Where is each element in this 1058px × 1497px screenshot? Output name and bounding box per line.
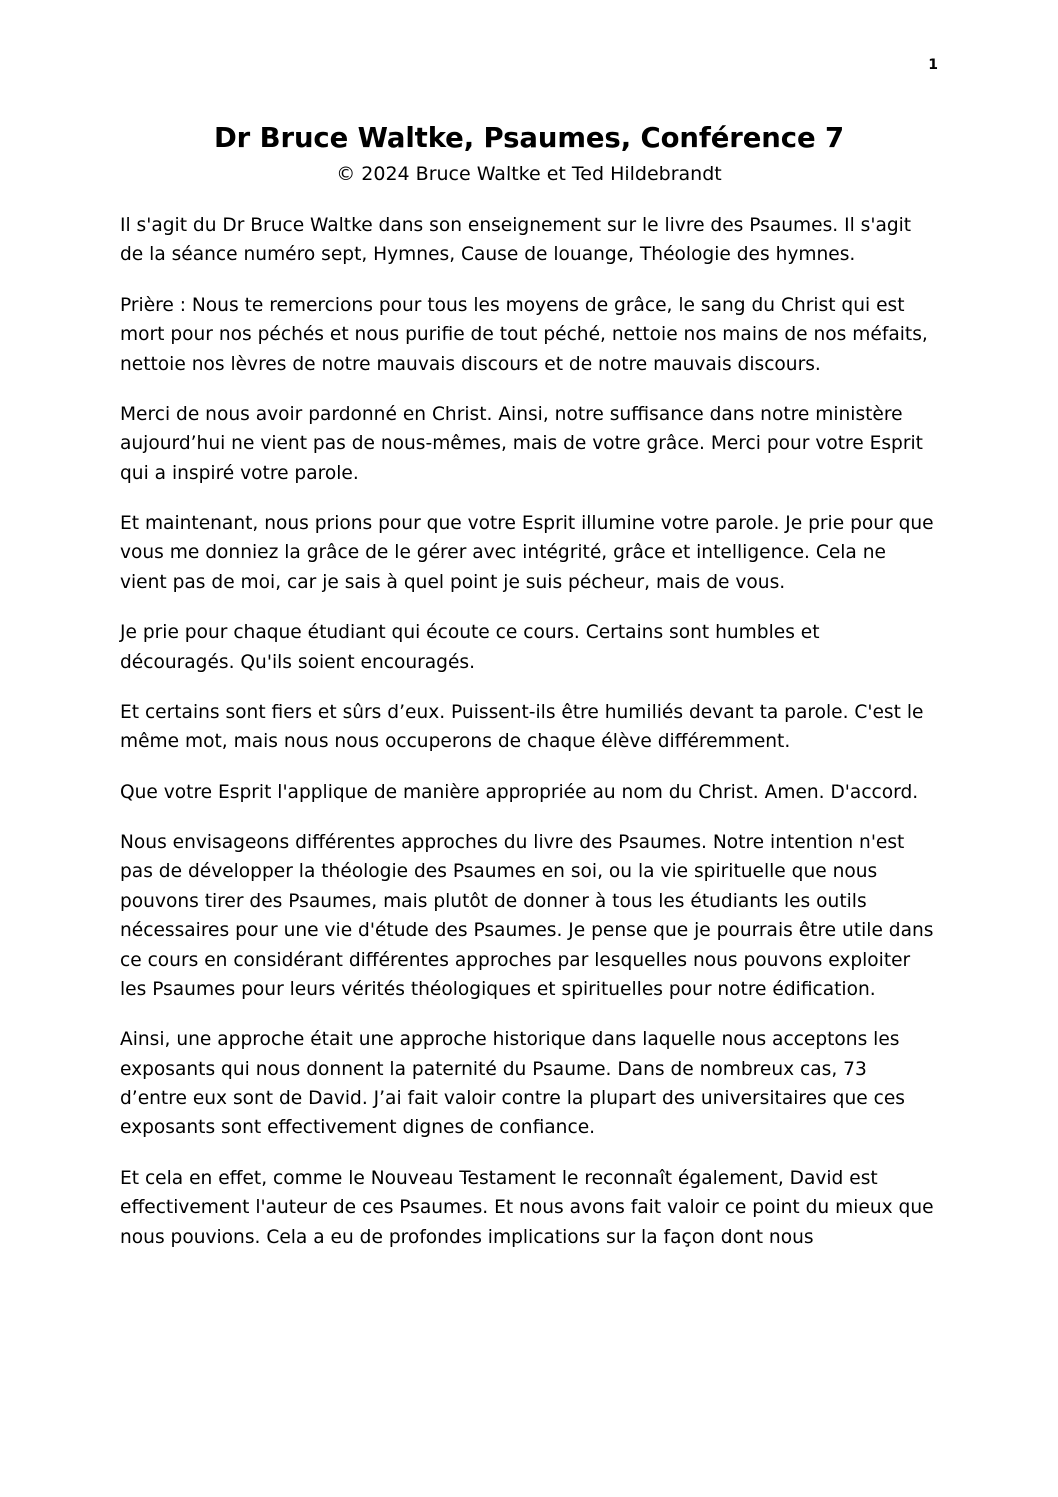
paragraph: Merci de nous avoir pardonné en Christ. Ainsi, notre suffisance dans notre ministère aujourd’hui ne vient pas de nous-mêmes, mais de votre grâce. Merci pour votre Esprit qui a inspiré votre parole. (120, 403, 923, 484)
body-text (120, 185, 938, 1252)
paragraph: Je prie pour chaque étudiant qui écoute ce cours. Certains sont humbles et découragés. Qu'ils soient encouragés. (120, 622, 820, 673)
paragraph: Ainsi, une approche était une approche historique dans laquelle nous acceptons les exposants qui nous donnent la paternité du Psaume. Dans de nombreux cas, 73 d’entre eux sont de David. J’ai fait valoir contre la plupart des universitaires que ces exposants sont effectivement dignes de confiance. (120, 1029, 905, 1139)
copyright-line: © 2024 Bruce Waltke et Ted Hildebrandt (336, 163, 722, 185)
paragraph: Et cela en effet, comme le Nouveau Testament le reconnaît également, David est effectivement l'auteur de ces Psaumes. Et nous avons fait valoir ce point du mieux que nous pouvions. Cela a eu de profondes implications sur la façon dont nous (120, 1167, 934, 1248)
paragraph: Il s'agit du Dr Bruce Waltke dans son enseignement sur le livre des Psaumes. Il s'agit de la séance numéro sept, Hymnes, Cause de louange, Théologie des hymnes. (120, 215, 912, 266)
paragraph: Prière : Nous te remercions pour tous les moyens de grâce, le sang du Christ qui est mort pour nos péchés et nous purifie de tout péché, nettoie nos mains de nos méfaits, nettoie nos lèvres de notre mauvais discours et de notre mauvais discours. (120, 294, 928, 375)
page-title: Dr Bruce Waltke, Psaumes, Conférence 7 (213, 122, 845, 154)
paragraph: Et maintenant, nous prions pour que votre Esprit illumine votre parole. Je prie pour que vous me donniez la grâce de le gérer avec intégrité, grâce et intelligence. Cela ne vient pas de moi, car je sais à quel point je suis pécheur, mais de vous. (120, 513, 934, 593)
page-number: 1 (928, 57, 938, 73)
paragraph: Nous envisageons différentes approches du livre des Psaumes. Notre intention n'est pas de développer la théologie des Psaumes en soi, ou la vie spirituelle que nous pouvons tirer des Psaumes, mais plutôt de donner à tous les étudiants les outils nécessaires pour une vie d'étude des Psaumes. Je pense que je pourrais être utile dans ce cours en considérant différentes approches par lesquelles nous pouvons exploiter les Psaumes pour leurs vérités théologiques et spirituelles pour notre édification. (120, 832, 934, 1000)
paragraph: Que votre Esprit l'applique de manière appropriée au nom du Christ. Amen. D'accord. (120, 781, 919, 803)
paragraph: Et certains sont fiers et sûrs d’eux. Puissent-ils être humiliés devant ta parole. C'est le même mot, mais nous nous occuperons de chaque élève différemment. (120, 701, 924, 753)
